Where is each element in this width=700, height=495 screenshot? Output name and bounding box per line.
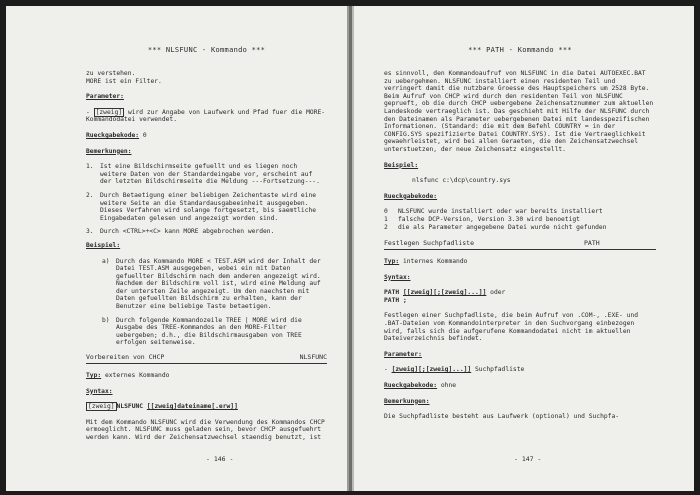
type-line: [86, 372, 327, 380]
type-label: Typ:: [384, 258, 400, 266]
page-number: - 147 -: [514, 455, 542, 463]
note-item: [86, 228, 327, 236]
example-command: nlsfunc c:\dcp\country.sys: [412, 177, 511, 185]
code-number: 2: [384, 223, 388, 231]
note-item: [86, 192, 327, 222]
return-value: ohne: [440, 382, 457, 390]
return-code-item: [384, 224, 656, 232]
param-box: [zweig]: [95, 108, 123, 116]
example-text: Durch das Kommando MORE < TEST.ASM wird der Inhalt der Datei TEST.ASM ausgegeben, wobei ein mit Daten gefuellter Bildschirm nach dem anderen angezeigt wird. Nachdem der Bildschirm voll ist, wird eine Meldung auf der untersten Zeile angezeigt. Um den naechsten mit Daten gefuellten Bildschirm zu erhalten, kann der Benutzer eine beliebige Taste betaetigen.: [116, 257, 321, 311]
note-text: Ist eine Bildschirmseite gefuellt und es liegen noch weitere Daten von der Standardeingabe vor, erscheint auf der letzten Bildschirmseite die Meldung ---Fortsetzung---.: [100, 163, 320, 186]
syntax-heading: Syntax:: [86, 387, 113, 395]
closing-text: Mit dem Kommando NLSFUNC wird die Verwendung des Kommandos CHCP ermoeglicht. NLSFUNC muss geladen sein, bevor CHCP ausgefuehrt werden kann. Wird der Zeichensatzwechsel staendig benutzt, ist: [86, 418, 325, 441]
return-heading: Rueckgabekode:: [86, 131, 140, 139]
syntax-command: NLSFUNC: [116, 403, 144, 411]
return-code-item: [384, 216, 656, 224]
page-header: *** NLSFUNC - Kommando ***: [147, 46, 266, 54]
syntax-options: [[zweig]dateiname[.erw]]: [146, 403, 238, 411]
note-text: Durch <CTRL>+<C> kann MORE abgebrochen werden.: [100, 228, 275, 236]
example-text: Durch folgende Kommandozeile TREE | MORE wird die Ausgabe des TREE-Kommandos an den MORE-Filter uebergeben; d.h., die Bildschirmausgaben von TREE erfolgen seitenweise.: [116, 316, 302, 347]
syntax-tail: oder: [490, 289, 506, 297]
parameter-heading: Parameter:: [384, 350, 422, 358]
syntax-heading: Syntax:: [384, 273, 411, 281]
note-number: 3.: [86, 228, 94, 236]
note-number: 2.: [86, 191, 94, 199]
example-letter: b): [102, 316, 110, 324]
code-text: die als Parameter angegebene Datei wurde nicht gefunden: [398, 223, 607, 231]
type-value: internes Kommando: [402, 258, 468, 266]
example-heading: Beispiel:: [384, 161, 419, 169]
intro-line: zu verstehen.: [86, 70, 136, 77]
code-number: 0: [384, 208, 388, 216]
type-line: [384, 258, 656, 266]
syntax-block: [384, 289, 656, 304]
parameter-entry: [384, 366, 656, 374]
param-text: Kommandodatei verwendet.: [86, 116, 177, 124]
param-dash: -: [384, 366, 388, 374]
param-box: [zweig][;[zweig]...]]: [391, 366, 472, 374]
code-text: NLSFUNC wurde installiert oder war bereits installiert: [398, 208, 603, 216]
note-number: 1.: [86, 163, 94, 171]
type-label: Typ:: [86, 372, 102, 380]
page-header: *** PATH - Kommando ***: [468, 46, 572, 54]
notes-heading: Bemerkungen:: [384, 397, 430, 405]
section-command: NLSFUNC: [299, 353, 327, 362]
return-code: [86, 132, 327, 140]
right-page: [352, 6, 694, 491]
intro-text: es sinnvoll, den Kommandoaufruf von NLSFUNC in die Datei AUTOEXEC.BAT zu uebergehmen. NLSFUNC installiert einen residenten Teil und verringert damit die nutzbare Groesse des Hauptspeichers um 2528 Byte. Beim Aufruf von CHCP wird durch den residenten Teil von NLSFUNC geprueft, ob die durch CHCP uebergebene Zeichensatznummer zum aktuellen Landeskode vertraeglich ist. Das geschieht mit Hilfe der NLSFUNC durch den Dateinamen als Parameter uebergebenen Datei mit landesspezifischen Informationen. (Standard: die mit dem Befehl COUNTRY = in der CONFIG.SYS spezifizierte Datei COUNTRY.SYS). Ist die Vertraeglichkeit gewaehrleistet, wird bei allen Geraeten, die den Zeichensatzwechsel unterstuetzen, der neue Zeichensatz eingestellt.: [384, 70, 654, 153]
note-item: [86, 163, 327, 186]
syntax-line: PATH ;: [384, 296, 407, 304]
syntax-options: [[zweig][;[zweig]...]]: [402, 289, 487, 297]
section-command: PATH: [584, 239, 600, 248]
example-item: [102, 317, 327, 347]
param-text: Suchpfadliste: [475, 366, 525, 374]
return-heading: Rueckgabekode:: [384, 382, 438, 390]
intro-line: MORE ist ein Filter.: [86, 77, 162, 85]
left-page: [6, 6, 349, 491]
section-rule: [86, 353, 327, 364]
return-heading: Rueckgabekode:: [384, 192, 438, 200]
parameter-heading: Parameter:: [86, 93, 124, 101]
syntax-box: [zweig]: [88, 403, 115, 411]
param-dash: -: [86, 108, 90, 116]
syntax-command: PATH: [384, 289, 400, 297]
return-value: 0: [142, 131, 147, 139]
return-code-list: [384, 208, 656, 231]
example-item: [102, 258, 327, 311]
syntax-line: [86, 403, 327, 411]
parameter-entry: [86, 109, 327, 124]
page-number: - 146 -: [206, 455, 234, 463]
type-value: externes Kommando: [104, 372, 170, 380]
note-text: Durch Betaetigung einer beliebigen Zeichentaste wird eine weitere Seite an die Standardausgabeeinheit ausgegeben. Dieses Verfahren wird solange fortgesetzt, bis saemtliche Eingabedaten gelesen und angezeigt worden sind.: [100, 191, 317, 222]
param-text: wird zur Angabe von Laufwerk und Pfad fuer die MORE-: [127, 108, 326, 116]
return-code: [384, 382, 656, 390]
section-rule: [384, 239, 656, 250]
example-heading: Beispiel:: [86, 241, 121, 249]
notes-heading: Bemerkungen:: [86, 147, 132, 155]
code-number: 1: [384, 215, 388, 223]
section-title: Vorbereiten von CHCP: [86, 353, 165, 362]
notes-text: Die Suchpfadliste besteht aus Laufwerk (optional) und Suchpfa-: [384, 413, 620, 421]
example-letter: a): [102, 257, 110, 265]
return-code-item: [384, 208, 656, 216]
code-text: falsche DCP-Version, Version 3.30 wird benoetigt: [398, 215, 580, 223]
description-text: Festlegen einer Suchpfadliste, die beim Aufruf von .COM-, .EXE- und .BAT-Dateien vom Kommandointerpreter in den Suchvorgang einbezogen wird, falls sich die aufgerufene Kommandodatei nicht im aktuellen Dateiverzeichnis befindet.: [384, 312, 639, 343]
section-title: Festlegen Suchpfadliste: [384, 239, 475, 248]
